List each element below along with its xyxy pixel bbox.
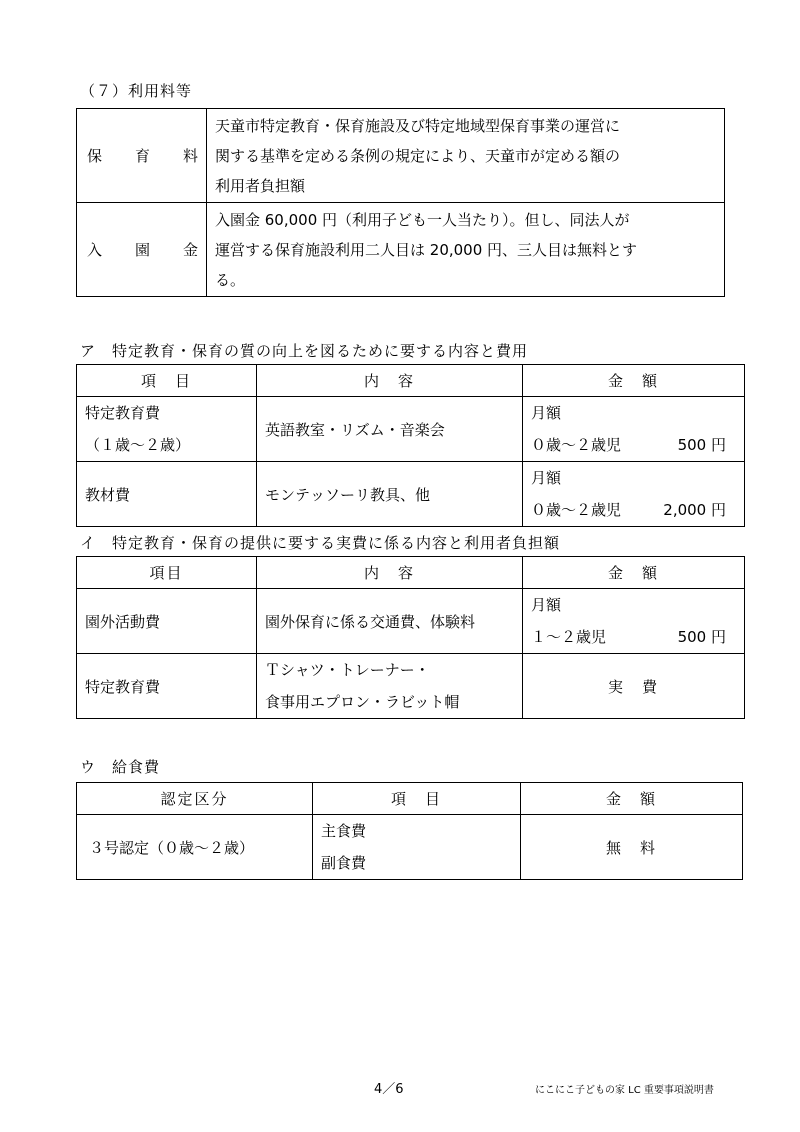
category-cell: ３号認定（０歳～２歳） — [77, 815, 313, 880]
header-item: 項目 — [77, 557, 257, 589]
label-hoikuryo: 保 育 料 — [77, 109, 207, 203]
header-amount: 金 額 — [521, 783, 743, 815]
table-header-row — [77, 783, 743, 815]
item-cell: 教材費 — [77, 462, 257, 527]
actual-cost-table — [76, 556, 745, 719]
table-row — [77, 589, 745, 654]
section-7-heading: （７）利用料等 — [80, 82, 193, 100]
header-category: 認定区分 — [77, 783, 313, 815]
table-row — [77, 462, 745, 527]
desc-hoikuryo: 天童市特定教育・保育施設及び特定地域型保育事業の運営に 関する基準を定める条例の規定により、天童市が定める額の 利用者負担額 — [207, 109, 725, 203]
fee-table — [76, 108, 725, 297]
section-u-heading: ウ 給食費 — [80, 758, 161, 776]
section-a-heading: ア 特定教育・保育の質の向上を図るために要する内容と費用 — [80, 342, 529, 360]
amount-cell: 実 費 — [523, 654, 745, 719]
desc-nyuenkin: 入園金 60,000 円（利用子ども一人当たり）。但し、同法人が 運営する保育施設利用二人目は 20,000 円、三人目は無料とす る。 — [207, 203, 725, 297]
header-amount: 金 額 — [523, 557, 745, 589]
header-content: 内 容 — [257, 365, 523, 397]
content-cell: 英語教室・リズム・音楽会 — [257, 397, 523, 462]
item-cell: 主食費 副食費 — [313, 815, 521, 880]
fee-row-hoikuryo — [77, 109, 725, 203]
table-header-row — [77, 557, 745, 589]
item-cell: 特定教育費 — [77, 654, 257, 719]
meal-cost-table — [76, 782, 743, 880]
section-i-heading: イ 特定教育・保育の提供に要する実費に係る内容と利用者負担額 — [80, 534, 561, 552]
header-item: 項 目 — [77, 365, 257, 397]
header-item: 項 目 — [313, 783, 521, 815]
label-nyuenkin: 入 園 金 — [77, 203, 207, 297]
content-cell: 園外保育に係る交通費、体験料 — [257, 589, 523, 654]
amount-cell: 月額 ０歳～２歳児 2,000 円 — [523, 462, 745, 527]
amount-cell: 無 料 — [521, 815, 743, 880]
amount-cell: 月額 ０歳～２歳児 500 円 — [523, 397, 745, 462]
item-cell: 園外活動費 — [77, 589, 257, 654]
fee-row-nyuenkin — [77, 203, 725, 297]
table-header-row — [77, 365, 745, 397]
table-row — [77, 397, 745, 462]
header-content: 内 容 — [257, 557, 523, 589]
quality-cost-table — [76, 364, 745, 527]
amount-cell: 月額 １～２歳児 500 円 — [523, 589, 745, 654]
page-number: 4／6 — [374, 1082, 404, 1097]
content-cell: モンテッソーリ教具、他 — [257, 462, 523, 527]
document-title: にこにこ子どもの家 LC 重要事項説明書 — [535, 1085, 714, 1096]
content-cell: Ｔシャツ・トレーナー・ 食事用エプロン・ラビット帽 — [257, 654, 523, 719]
header-amount: 金 額 — [523, 365, 745, 397]
item-cell: 特定教育費 （１歳～２歳） — [77, 397, 257, 462]
table-row — [77, 815, 743, 880]
table-row — [77, 654, 745, 719]
